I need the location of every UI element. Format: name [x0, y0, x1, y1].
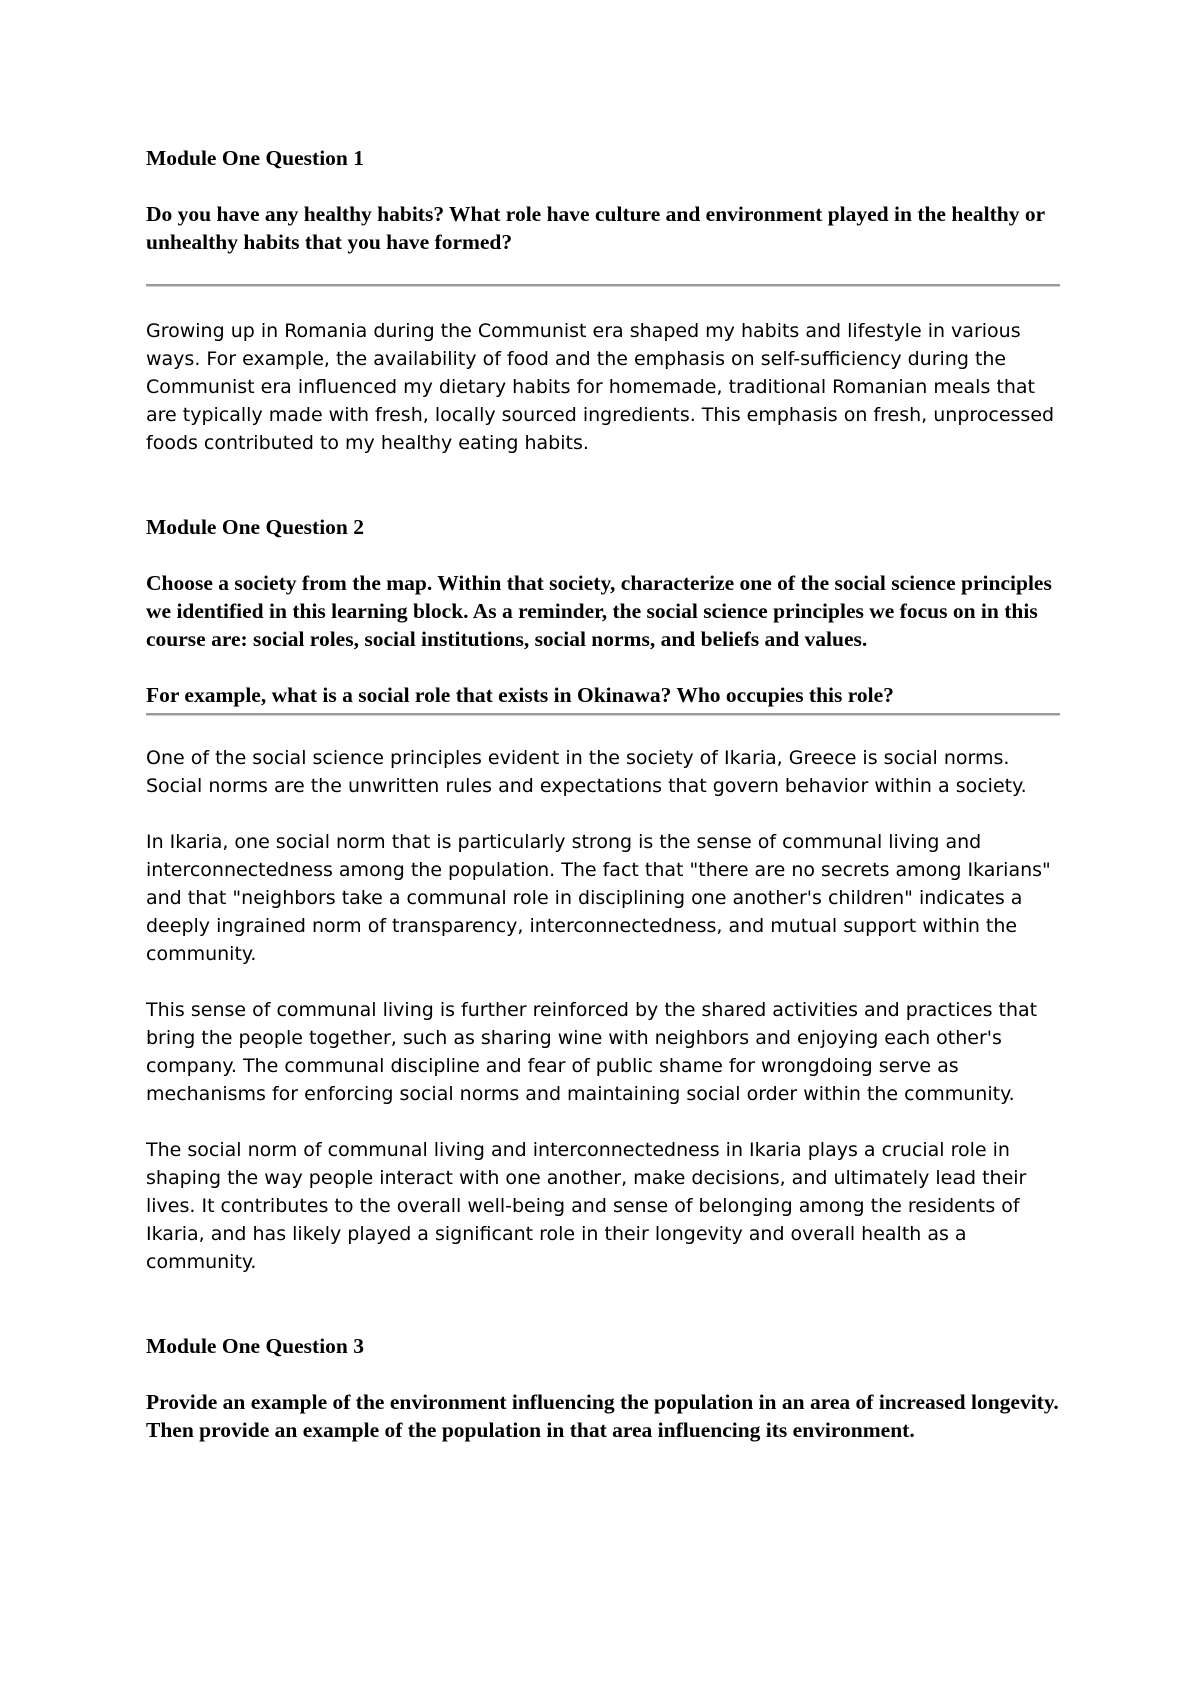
q2-answer-paragraph: One of the social science principles evident in the society of Ikaria, Greece is social norms. Social norms are the unwritten rules and expectations that govern behavior within a society. — [146, 747, 1027, 797]
q2-answer-paragraph: This sense of communal living is further reinforced by the shared activities and practices that bring the people together, such as sharing wine with neighbors and enjoying each other's company. The communal discipline and fear of public shame for wrongdoing serve as mechanisms for enforcing social norms and maintaining social order within the community. — [146, 999, 1038, 1105]
q1-divider — [146, 284, 1060, 287]
q1-heading: Module One Question 1 — [146, 146, 365, 170]
q2-answer-paragraph: In Ikaria, one social norm that is particularly strong is the sense of communal living and interconnectedness among the population. The fact that "there are no secrets among Ikarians" and that "neighbors take a communal role in disciplining one another's children" indicates a deeply ingrained norm of transparency, interconnectedness, and mutual support within the community. — [146, 831, 1051, 965]
q2-example: For example, what is a social role that exists in Okinawa? Who occupies this role? — [146, 683, 894, 707]
q3-prompt: Provide an example of the environment influencing the population in an area of increased longevity. Then provide an example of the population in that area influencing its environment. — [146, 1390, 1059, 1442]
q2-heading: Module One Question 2 — [146, 515, 365, 539]
q1-answer: Growing up in Romania during the Communist era shaped my habits and lifestyle in various ways. For example, the availability of food and the emphasis on self-sufficiency during the Communist era influenced my dietary habits for homemade, traditional Romanian meals that are typically made with fresh, locally sourced ingredients. This emphasis on fresh, unprocessed foods contributed to my healthy eating habits. — [146, 320, 1055, 454]
q3-heading: Module One Question 3 — [146, 1334, 365, 1358]
q2-prompt: Choose a society from the map. Within that society, characterize one of the social science principles we identified in this learning block. As a reminder, the social science principles we focus on in this course are: social roles, social institutions, social norms, and beliefs and values. — [146, 571, 1052, 651]
q1-prompt: Do you have any healthy habits? What role have culture and environment played in the healthy or unhealthy habits that you have formed? — [146, 202, 1045, 254]
q2-answer-paragraph: The social norm of communal living and interconnectedness in Ikaria plays a crucial role in shaping the way people interact with one another, make decisions, and ultimately lead their lives. It contributes to the overall well-being and sense of belonging among the residents of Ikaria, and has likely played a significant role in their longevity and overall health as a community. — [146, 1139, 1027, 1273]
q2-divider — [146, 713, 1060, 716]
